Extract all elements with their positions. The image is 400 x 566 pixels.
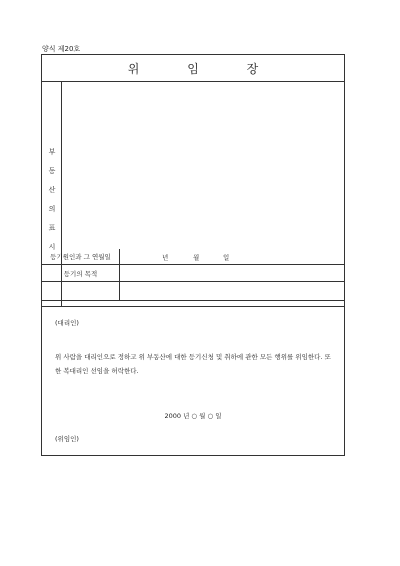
form-title: 위 임 장: [42, 55, 344, 82]
form-number: 양식 제20호: [42, 45, 81, 53]
registration-cause-date-field[interactable]: [120, 249, 344, 264]
registration-purpose-row: [42, 265, 344, 282]
property-label-char: 산: [48, 186, 56, 194]
registration-purpose-field[interactable]: [120, 265, 344, 281]
registration-purpose-label: 등기의 목적: [42, 265, 120, 281]
blank-row-label: [42, 282, 120, 300]
principal-label: (위임인): [55, 435, 79, 443]
property-label-char: 부: [48, 148, 56, 156]
blank-row-field[interactable]: [120, 282, 344, 300]
blank-row: [42, 282, 344, 301]
property-label-char: 표: [48, 224, 56, 232]
property-label-char: 동: [48, 167, 56, 175]
month-unit: 월: [193, 253, 200, 261]
agent-label: (대리인): [55, 319, 79, 327]
property-label-char: 시: [48, 243, 56, 251]
year-unit: 년: [162, 253, 169, 261]
power-of-attorney-form: [41, 54, 345, 456]
day-unit: 일: [223, 253, 230, 261]
registration-cause-row: [42, 249, 344, 265]
registration-cause-label: 등기원인과 그 연월일: [42, 249, 120, 264]
property-label-char: 의: [48, 205, 56, 213]
delegation-statement: 위 사람을 대리인으로 정하고 위 부동산에 대한 등기신청 및 취하에 관한 모든 행위를 위임한다. 또한 복대리인 선임을 허락한다.: [55, 353, 331, 375]
signing-date: 2000 년 ○ 월 ○ 일: [164, 412, 222, 420]
